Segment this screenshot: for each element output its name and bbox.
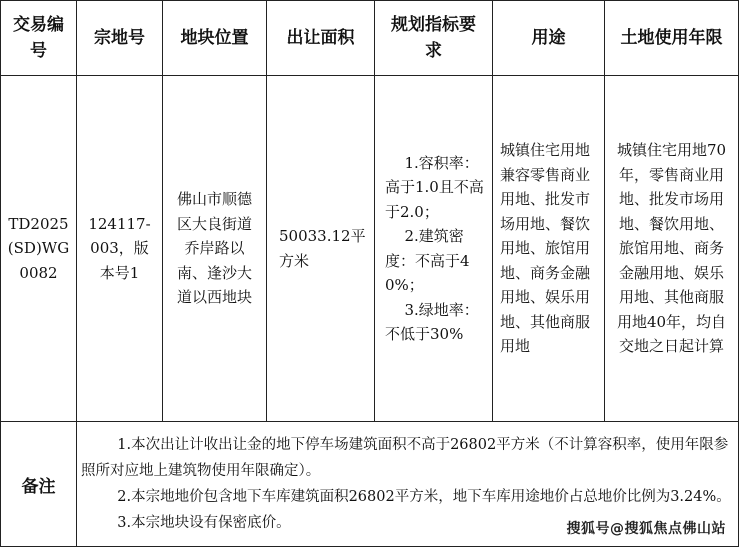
header-row bbox=[1, 1, 739, 76]
header-location: 地块位置 bbox=[163, 1, 267, 76]
header-trade-no: 交易编号 bbox=[1, 1, 77, 76]
cell-indicators bbox=[375, 76, 493, 422]
cell-area: 50033.12平方米 bbox=[267, 76, 375, 422]
header-parcel-no: 宗地号 bbox=[77, 1, 163, 76]
indicator-2: 2.建筑密度：不高于40%； bbox=[385, 227, 470, 294]
cell-trade-no: TD2025(SD)WG0082 bbox=[1, 76, 77, 422]
note-item-3: 3.本宗地块设有保密底价。 bbox=[117, 515, 291, 531]
parcel-row bbox=[1, 76, 739, 422]
note-item-2: 2.本宗地地价包含地下车库建筑面积26802平方米，地下车库用途地价占总地价比例为3.24%。 bbox=[117, 489, 731, 505]
cell-usage: 城镇住宅用地兼容零售商业用地、批发市场用地、餐饮用地、旅馆用地、商务金融用地、娱乐用地、其他商服用地 bbox=[493, 76, 605, 422]
watermark: 搜狐号@搜狐焦点佛山站 bbox=[566, 521, 726, 537]
header-indicators: 规划指标要求 bbox=[375, 1, 493, 76]
header-area: 出让面积 bbox=[267, 1, 375, 76]
indicator-3: 3.绿地率：不低于30% bbox=[385, 300, 479, 343]
header-term: 土地使用年限 bbox=[605, 1, 739, 76]
header-usage: 用途 bbox=[493, 1, 605, 76]
note-item-1: 1.本次出让计收出让金的地下停车场建筑面积不高于26802平方米（不计算容积率，使用年限参照所对应地上建筑物使用年限确定）。 bbox=[81, 437, 729, 479]
cell-location: 佛山市顺德区大良街道乔岸路以南、逢沙大道以西地块 bbox=[163, 76, 267, 422]
cell-parcel-no: 124117-003，版本号1 bbox=[77, 76, 163, 422]
indicator-1: 1.容积率：高于1.0且不高于2.0； bbox=[385, 153, 484, 221]
notes-label: 备注 bbox=[1, 422, 77, 547]
cell-term: 城镇住宅用地70年，零售商业用地、批发市场用地、餐饮用地、旅馆用地、商务金融用地、娱乐用地、其他商服用地40年，均自交地之日起计算 bbox=[605, 76, 739, 422]
